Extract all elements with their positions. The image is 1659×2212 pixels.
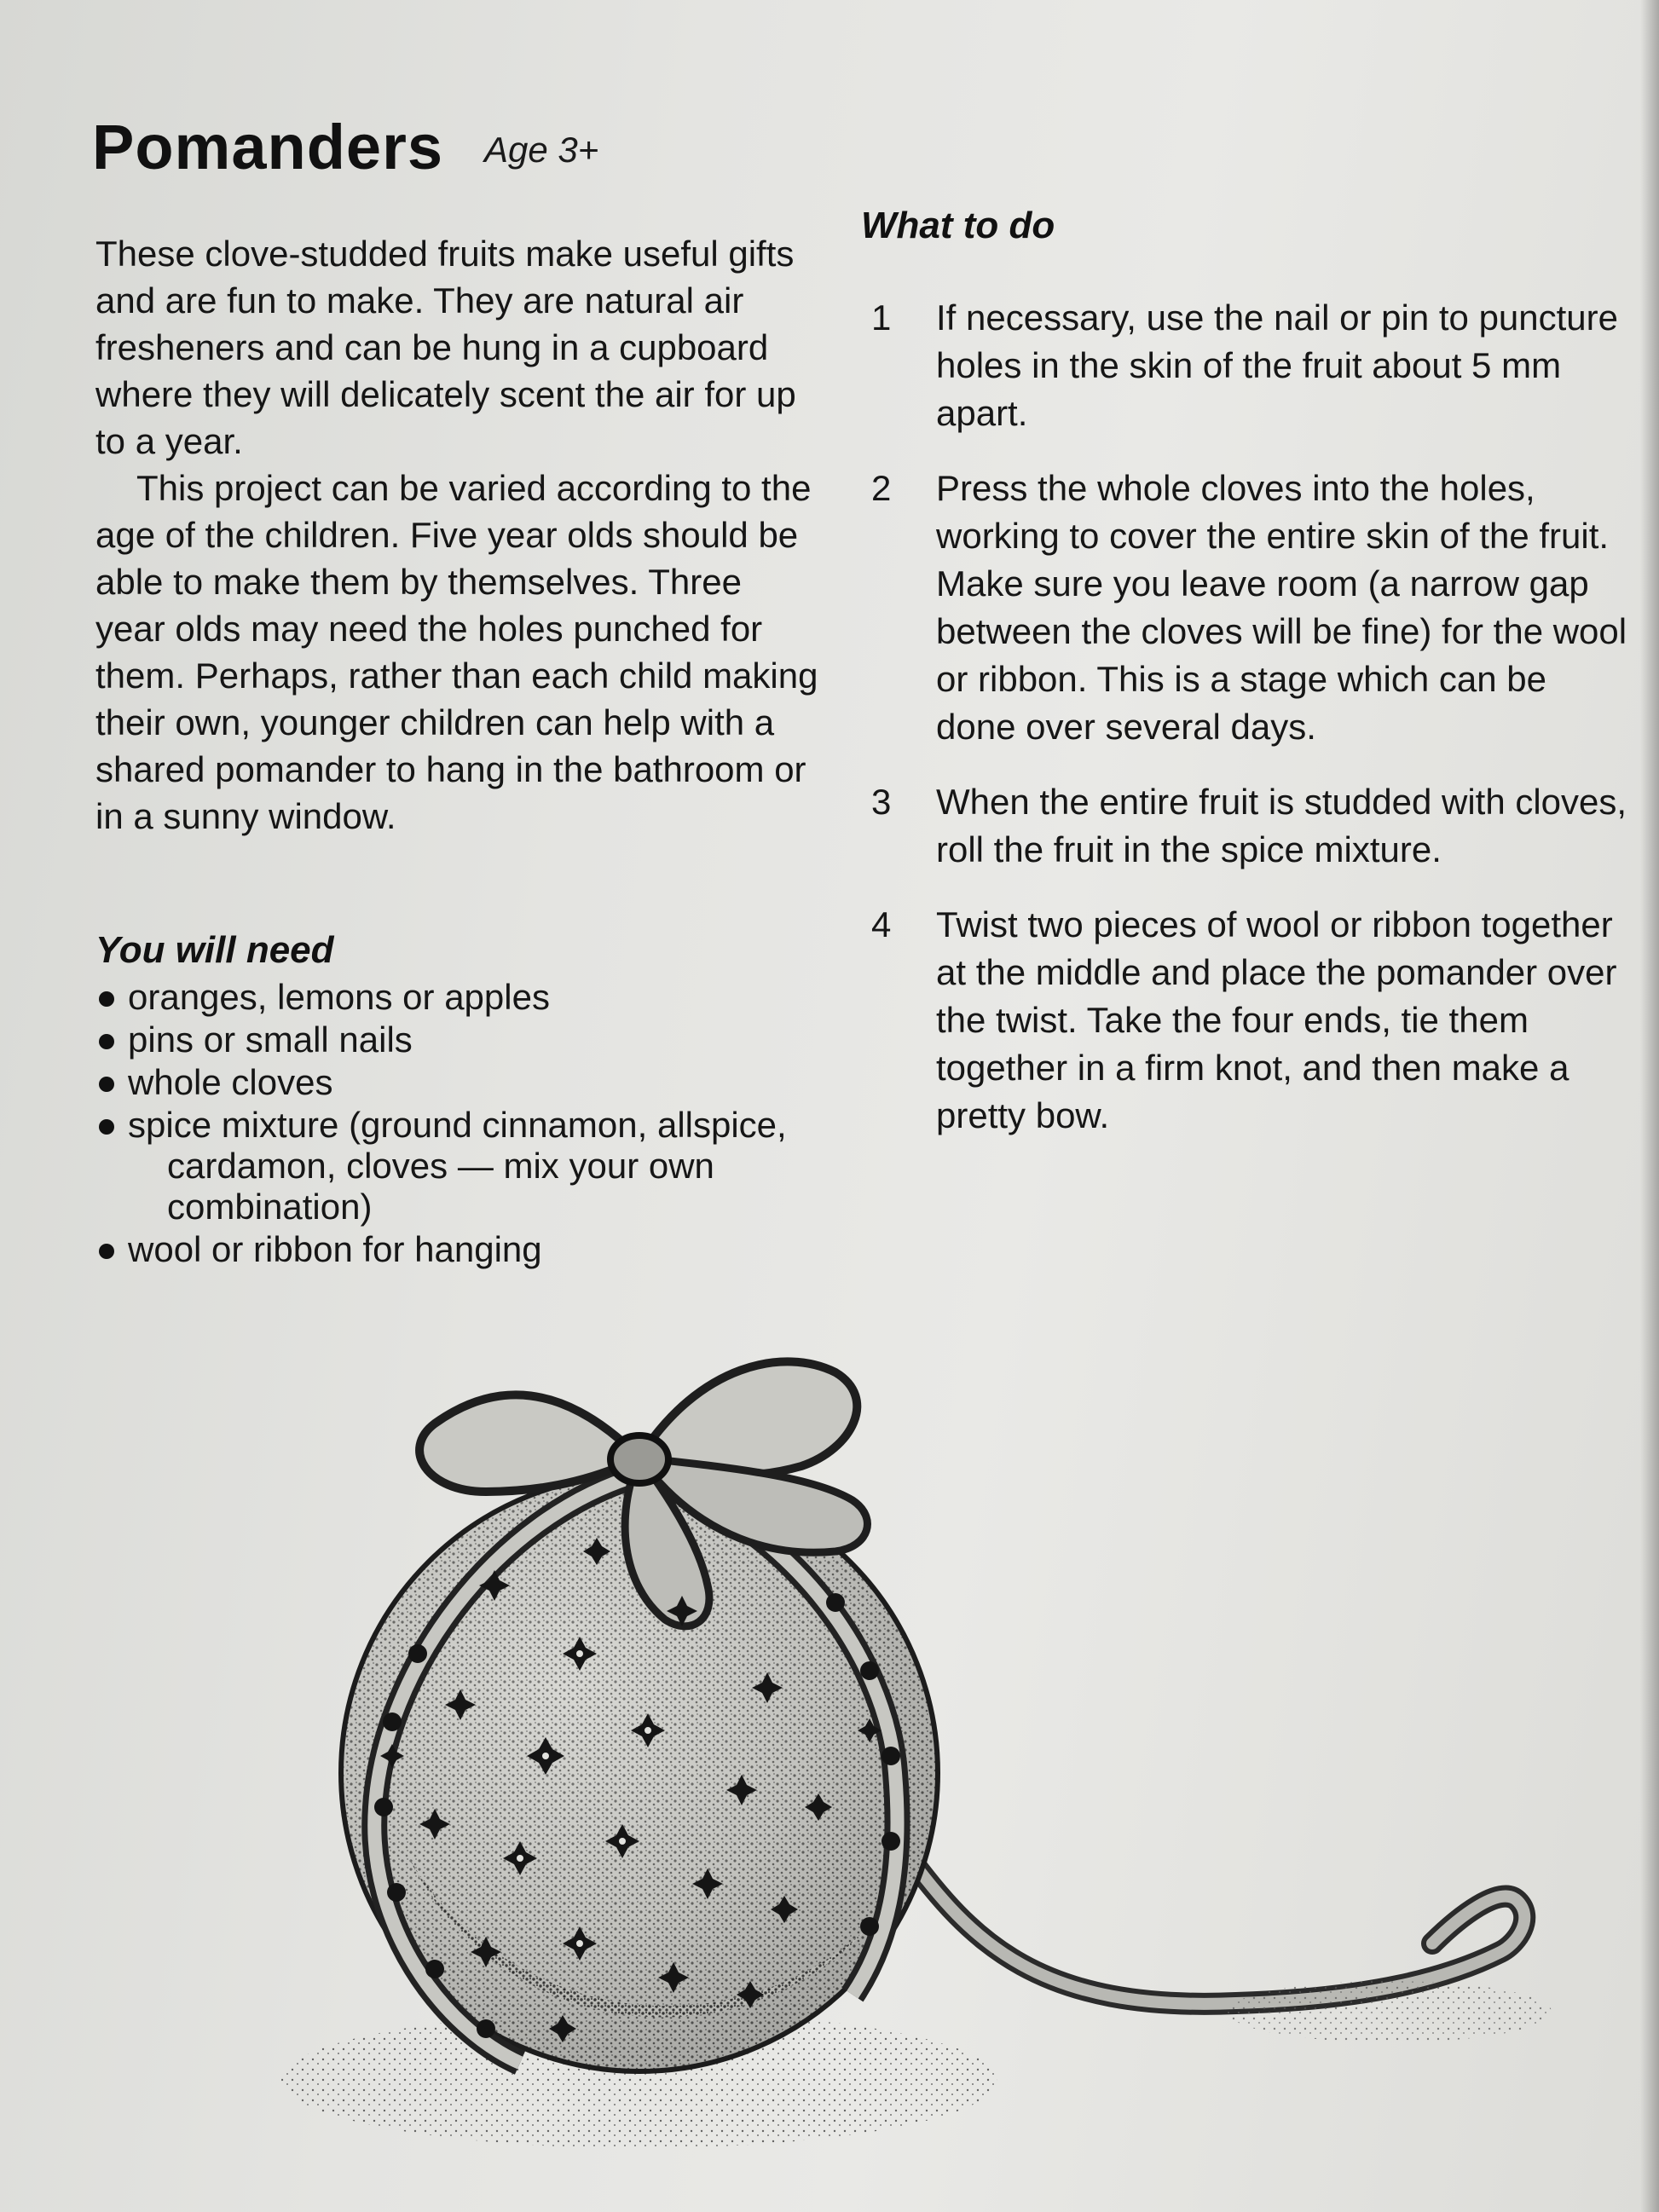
intro-paragraph-1: These clove-studded fruits make useful gifts and are fun to make. They are natural air fresheners and can be hung in a cupboard where they will delicately scent the air for up to a year.: [95, 234, 796, 461]
title-row: [92, 111, 774, 205]
needs-item-text: pins or small nails: [128, 1019, 413, 1060]
step-number: 2: [871, 468, 892, 508]
list-item: [95, 1105, 820, 1227]
left-column: [95, 230, 820, 1272]
list-item: [95, 977, 820, 1018]
age-label: Age 3+: [484, 130, 599, 170]
step-number: 1: [871, 297, 892, 338]
needs-item-text: whole cloves: [128, 1062, 333, 1102]
what-to-do-heading: What to do: [861, 205, 1055, 246]
list-item: [95, 1062, 820, 1103]
list-item: [95, 1019, 820, 1060]
pomander-illustration: [239, 1330, 1586, 2182]
list-item: [95, 1229, 820, 1270]
needs-item-text: wool or ribbon for hanging: [128, 1229, 542, 1269]
step-text: When the entire fruit is studded with cloves, roll the fruit in the spice mixture.: [936, 782, 1627, 869]
needs-heading: You will need: [95, 929, 334, 971]
step-text: Twist two pieces of wool or ribbon together at the middle and place the pomander over the twist. Take the four ends, tie them together in a firm knot, and then make a pretty bow.: [936, 904, 1617, 1135]
step-item: [861, 465, 1628, 751]
step-item: [861, 294, 1628, 437]
intro-paragraph-2: This project can be varied according to the age of the children. Five year olds should be able to make them by themselves. Three year olds may need the holes punched for them. Perhaps, rather than each child making their own, younger children can help with a shared pomander to hang in the bathroom or in a sunny window.: [95, 468, 818, 836]
step-number: 4: [871, 904, 892, 944]
step-item: [861, 901, 1628, 1140]
needs-item-text: oranges, lemons or apples: [128, 977, 550, 1017]
needs-list: [95, 977, 820, 1270]
right-column: [861, 205, 1628, 1167]
steps-list: [861, 294, 1628, 1140]
page-title: Pomanders: [92, 112, 444, 182]
step-text: If necessary, use the nail or pin to puncture holes in the skin of the fruit about 5 mm apart.: [936, 297, 1619, 433]
page-edge-shadow: [1640, 0, 1659, 2212]
step-text: Press the whole cloves into the holes, working to cover the entire skin of the fruit. Make sure you leave room (a narrow gap between the cloves will be fine) for the wool or ribbon. This is a stage which can be done over several days.: [936, 468, 1627, 747]
step-item: [861, 778, 1628, 874]
needs-item-text: spice mixture (ground cinnamon, allspice,: [128, 1105, 787, 1145]
step-number: 3: [871, 782, 892, 822]
needs-item-continuation: cardamon, cloves — mix your own combination): [167, 1146, 714, 1227]
